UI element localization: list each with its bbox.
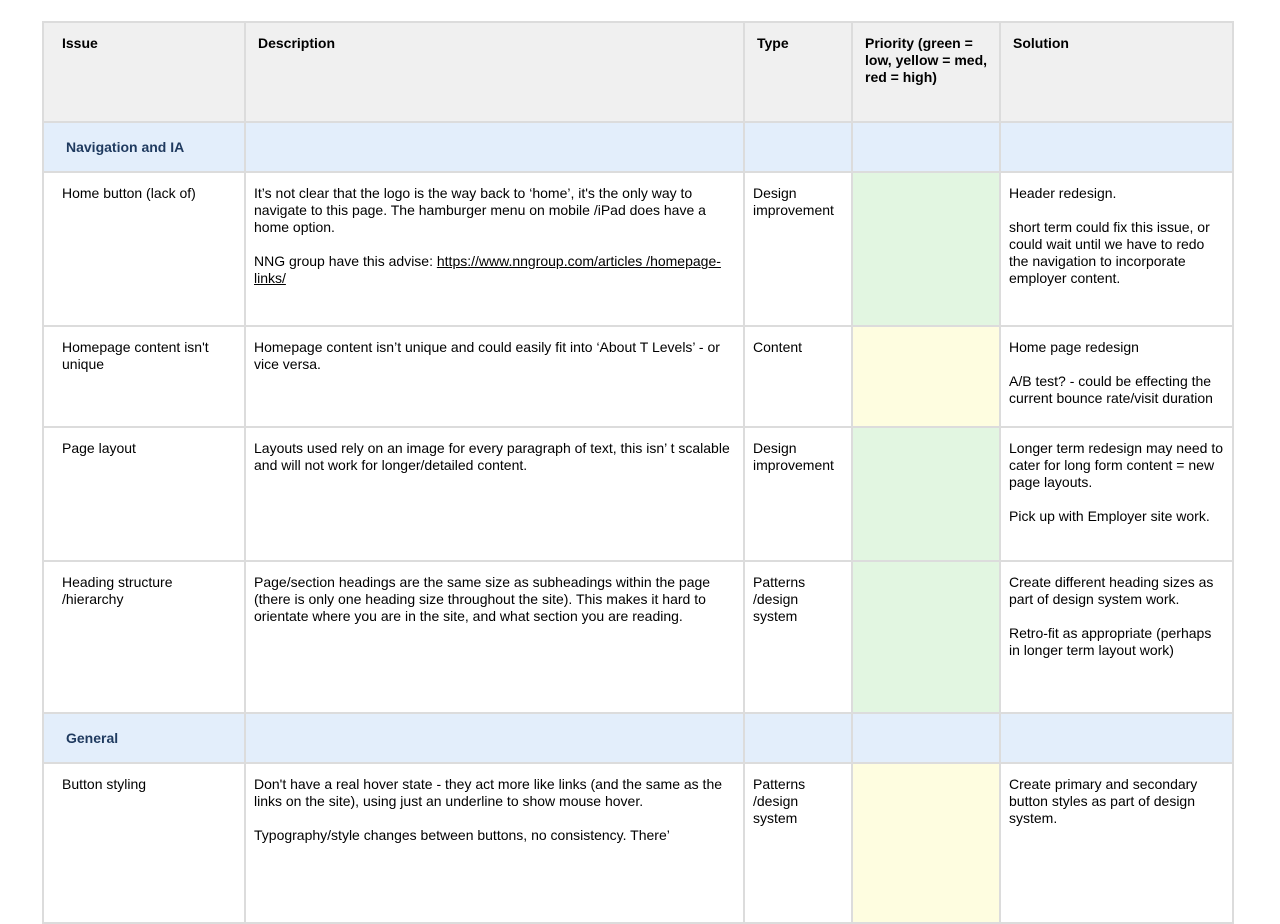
header-description: Description	[245, 22, 744, 122]
solution-cell	[1000, 326, 1233, 427]
header-issue: Issue	[43, 22, 245, 122]
type-cell: Design improvement	[744, 172, 852, 326]
description-paragraph: Typography/style changes between buttons, no consistency. There’	[254, 827, 670, 843]
header-priority: Priority (green = low, yellow = med, red = high)	[852, 22, 1000, 122]
table-row	[43, 326, 1233, 427]
priority-cell	[852, 172, 1000, 326]
type-cell: Content	[744, 326, 852, 427]
solution-paragraph: short term could fix this issue, or could wait until we have to redo the navigation to incorporate employer content.	[1009, 219, 1210, 286]
priority-cell	[852, 427, 1000, 561]
header-solution: Solution	[1000, 22, 1233, 122]
priority-cell	[852, 763, 1000, 923]
priority-cell	[852, 561, 1000, 713]
section-row-general	[43, 713, 1233, 763]
header-type: Type	[744, 22, 852, 122]
type-cell: Patterns /design system	[744, 561, 852, 713]
solution-paragraph: Create different heading sizes as part of design system work.	[1009, 574, 1214, 607]
solution-cell	[1000, 172, 1233, 326]
description-paragraph	[254, 253, 735, 287]
description-cell	[245, 427, 744, 561]
type-cell: Design improvement	[744, 427, 852, 561]
solution-paragraph: A/B test? - could be effecting the current bounce rate/visit duration	[1009, 373, 1213, 406]
solution-paragraph: Longer term redesign may need to cater for long form content = new page layouts.	[1009, 440, 1224, 490]
solution-paragraph: Home page redesign	[1009, 339, 1139, 355]
issue-cell: Heading structure /hierarchy	[43, 561, 245, 713]
issue-cell: Button styling	[43, 763, 245, 923]
description-paragraph: It’s not clear that the logo is the way back to ‘home’, it's the only way to navigate to this page. The hamburger menu on mobile /iPad does have a home option.	[254, 185, 706, 235]
description-paragraph: Homepage content isn’t unique and could easily fit into ‘About T Levels’ - or vice versa.	[254, 339, 720, 372]
description-cell	[245, 561, 744, 713]
description-paragraph: Page/section headings are the same size as subheadings within the page (there is only one heading size throughout the site). This makes it hard to orientate where you are in the site, and what section you are reading.	[254, 574, 711, 624]
description-cell	[245, 326, 744, 427]
solution-cell	[1000, 763, 1233, 923]
description-text: NNG group have this advise:	[254, 253, 437, 269]
issue-cell: Homepage content isn't unique	[43, 326, 245, 427]
ux-issues-table	[42, 21, 1234, 924]
priority-cell	[852, 326, 1000, 427]
type-cell: Patterns /design system	[744, 763, 852, 923]
table-row	[43, 427, 1233, 561]
table-row	[43, 763, 1233, 923]
table-row	[43, 172, 1233, 326]
table-row	[43, 561, 1233, 713]
description-paragraph: Layouts used rely on an image for every paragraph of text, this isn’ t scalable and will not work for longer/detailed content.	[254, 440, 730, 473]
nngroup-link[interactable]: https://www.nngroup.com/articles /homepage-links/	[254, 253, 721, 286]
description-cell	[245, 172, 744, 326]
solution-cell	[1000, 561, 1233, 713]
header-row	[43, 22, 1233, 122]
solution-paragraph: Pick up with Employer site work.	[1009, 508, 1210, 524]
description-cell	[245, 763, 744, 923]
section-title: General	[43, 713, 245, 763]
section-title: Navigation and IA	[43, 122, 245, 172]
solution-paragraph: Header redesign.	[1009, 185, 1117, 201]
solution-paragraph: Create primary and secondary button styles as part of design system.	[1009, 776, 1198, 826]
description-paragraph: Don't have a real hover state - they act more like links (and the same as the links on the site), using just an underline to show mouse hover.	[254, 776, 723, 809]
section-row-navigation	[43, 122, 1233, 172]
issue-cell: Page layout	[43, 427, 245, 561]
issue-cell: Home button (lack of)	[43, 172, 245, 326]
solution-paragraph: Retro-fit as appropriate (perhaps in longer term layout work)	[1009, 625, 1212, 658]
solution-cell	[1000, 427, 1233, 561]
